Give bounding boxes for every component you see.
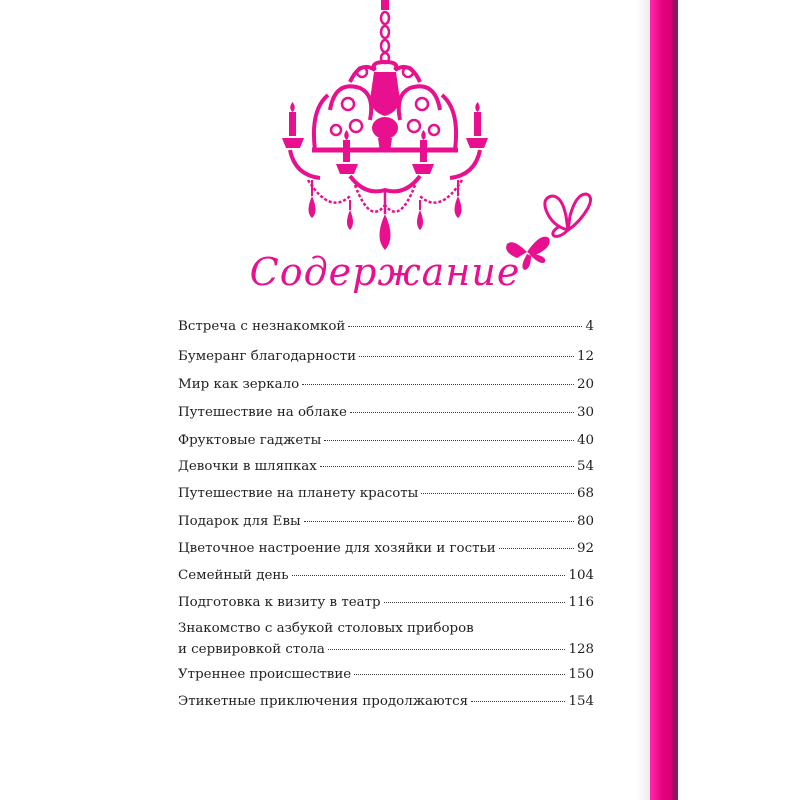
toc-entry — [178, 693, 594, 710]
dot-leader — [421, 493, 574, 494]
toc-entry-title: Подарок для Евы — [178, 514, 301, 529]
dot-leader — [499, 548, 574, 549]
toc-entry-title: Фруктовые гаджеты — [178, 433, 322, 448]
dot-leader — [320, 466, 574, 467]
dot-leader — [324, 440, 574, 441]
toc-entry-title-line2: и сервировкой стола — [178, 642, 325, 657]
toc-entry-title: Этикетные приключения продолжаются — [178, 694, 469, 709]
toc-entry-title: Бумеранг благодарности — [178, 349, 357, 364]
toc-entry — [178, 485, 594, 502]
toc-entry-title: Семейный день — [178, 568, 289, 583]
toc-entry-page: 54 — [576, 459, 594, 474]
toc-entry-title: Встреча с незнакомкой — [178, 319, 346, 334]
toc-entry-page: 20 — [576, 377, 594, 392]
toc-entry-page: 12 — [576, 349, 594, 364]
toc-entry-page: 92 — [576, 541, 594, 556]
book-spine-edge — [672, 0, 678, 800]
dot-leader — [350, 412, 574, 413]
toc-entry-title: Цветочное настроение для хозяйки и гостьи — [178, 541, 496, 556]
dot-leader — [292, 575, 566, 576]
toc-entry — [178, 567, 594, 584]
toc-entry-title: Утреннее происшествие — [178, 667, 352, 682]
toc-entry-page: 150 — [568, 667, 594, 682]
toc-entry — [178, 540, 594, 557]
toc-entry-title: Путешествие на облаке — [178, 405, 347, 420]
toc-entry — [178, 348, 594, 365]
toc-entry-title: Путешествие на планету красоты — [178, 486, 419, 501]
toc-entry — [178, 432, 594, 449]
toc-entry-page: 80 — [576, 514, 594, 529]
toc-entry-page: 40 — [576, 433, 594, 448]
toc-entry-page: 68 — [576, 486, 594, 501]
toc-entry — [178, 404, 594, 421]
dot-leader — [328, 649, 566, 650]
toc-entry — [178, 620, 594, 658]
dot-leader — [302, 384, 574, 385]
toc-entry-page: 4 — [585, 319, 594, 334]
chandelier-illustration — [270, 0, 500, 260]
toc-entry — [178, 318, 594, 335]
toc-entry-title: Подготовка к визиту в театр — [178, 595, 381, 610]
dot-leader — [384, 602, 566, 603]
dot-leader — [359, 356, 574, 357]
toc-entry-page: 104 — [568, 568, 594, 583]
toc-entry-page: 128 — [568, 642, 594, 657]
toc-entry-title: Девочки в шляпках — [178, 459, 317, 474]
dot-leader — [354, 674, 565, 675]
toc-entry-page: 116 — [568, 595, 594, 610]
page-edge-shadow — [636, 0, 650, 800]
dot-leader — [471, 701, 565, 702]
toc-entry-title-line1: Знакомство с азбукой столовых приборов — [178, 621, 474, 636]
dot-leader — [304, 521, 574, 522]
toc-entry — [178, 376, 594, 393]
toc-entry — [178, 594, 594, 611]
toc-entry — [178, 513, 594, 530]
toc-entry-page: 154 — [568, 694, 594, 709]
page-title: Содержание — [249, 250, 521, 294]
toc-entry-page: 30 — [576, 405, 594, 420]
toc-entry — [178, 666, 594, 683]
dot-leader — [348, 326, 582, 327]
toc-entry — [178, 458, 594, 475]
toc-entry-title: Мир как зеркало — [178, 377, 300, 392]
